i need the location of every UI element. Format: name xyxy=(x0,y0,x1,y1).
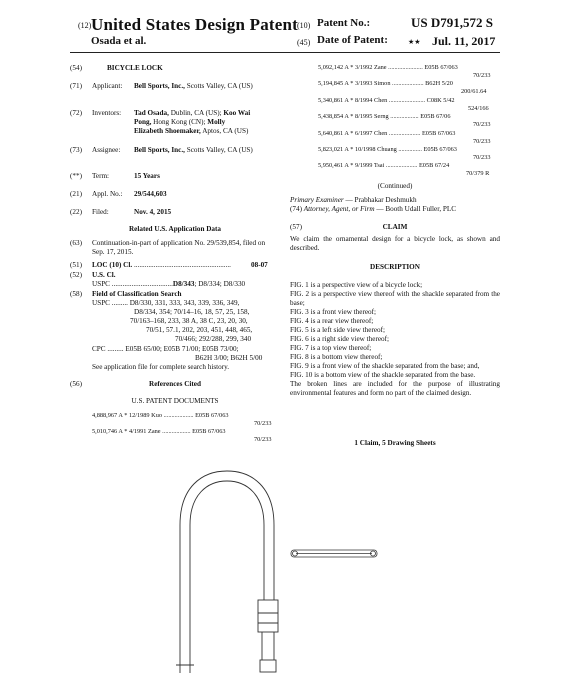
fig-description: FIG. 2 is a perspective view thereof with the shackle separated from the base; xyxy=(290,290,500,307)
patent-number-label: Patent No.: xyxy=(317,17,371,29)
reference-row-class: 70/233 xyxy=(473,72,491,79)
reference-row: 5,950,461 A * 9/1999 Tsai .................... E05B 67/24 xyxy=(318,162,450,169)
code-51: (51) xyxy=(70,261,82,269)
search-history-note: See application file for complete search history. xyxy=(92,363,230,371)
appl-no-field: 29/544,603 xyxy=(134,190,167,198)
code-72: (72) xyxy=(70,109,82,117)
date-of-patent-label: Date of Patent: xyxy=(317,34,388,46)
applicant-label: Applicant: xyxy=(92,82,123,90)
uspc-search-line-4: 70/51, 57.1, 202, 203, 451, 448, 465, xyxy=(146,326,253,334)
inventors-short: Osada et al. xyxy=(91,35,147,47)
uspc-search-line-1: USPC ......... D8/330, 331, 333, 343, 339, 336, 349, xyxy=(92,299,240,307)
fig-description: FIG. 9 is a front view of the shackle separated from the base; and, xyxy=(290,362,480,370)
reference-row: 5,010,746 A * 4/1991 Zane .................. E05B 67/063 xyxy=(92,428,226,435)
fig-description: FIG. 8 is a bottom view thereof; xyxy=(290,353,383,361)
fig-description: FIG. 1 is a perspective view of a bicycle lock; xyxy=(290,281,423,289)
fig-description: FIG. 4 is a rear view thereof; xyxy=(290,317,374,325)
code-56: (56) xyxy=(70,380,82,388)
date-of-patent: Jul. 11, 2017 xyxy=(432,34,496,48)
reference-row: 5,194,845 A * 3/1993 Simon .................... B62H 5/20 xyxy=(318,80,453,87)
classification-search-heading: Field of Classification Search xyxy=(92,290,182,298)
references-cited-heading: References Cited xyxy=(149,380,201,388)
code-63: (63) xyxy=(70,239,82,247)
attorney-line: (74) Attorney, Agent, or Firm — Booth Udall Fuller, PLC xyxy=(290,205,457,213)
reference-row-class: 70/233 xyxy=(254,436,272,443)
us-patent-documents-heading: U.S. PATENT DOCUMENTS xyxy=(131,397,219,405)
reference-row: 5,092,142 A * 3/1992 Zane ...................... E05B 67/063 xyxy=(318,64,458,71)
reference-row-class: 200/61.64 xyxy=(461,88,487,95)
cpc-line-2: B62H 3/00; B62H 5/00 xyxy=(195,354,263,362)
code-21: (21) xyxy=(70,190,82,198)
uspc-search-line-5: 70/466; 292/288, 299, 340 xyxy=(175,335,252,343)
reference-row: 5,340,861 A * 8/1994 Chen ....................... C08K 5/42 xyxy=(318,97,455,104)
header-code-12: (12) xyxy=(78,21,92,30)
reference-row-class: 524/166 xyxy=(468,105,489,112)
appl-no-label: Appl. No.: xyxy=(92,190,123,198)
description-heading: DESCRIPTION xyxy=(370,263,420,271)
term-field: 15 Years xyxy=(134,172,160,180)
claim-heading: CLAIM xyxy=(382,223,408,231)
date-mark: ★★ xyxy=(408,38,421,46)
code-57: (57) xyxy=(290,223,302,231)
fig-description: FIG. 5 is a left side view thereof; xyxy=(290,326,386,334)
bicycle-lock-drawing xyxy=(160,465,295,675)
code-71: (71) xyxy=(70,82,82,90)
primary-examiner: Primary Examiner — Prabhakar Deshmukh xyxy=(290,196,417,204)
header-rule xyxy=(70,52,500,53)
code-54: (54) xyxy=(70,64,82,72)
title-field: BICYCLE LOCK xyxy=(107,64,163,72)
term-label: Term: xyxy=(92,172,110,180)
code-58: (58) xyxy=(70,290,82,298)
header-code-45: (45) xyxy=(297,38,311,47)
broken-lines-note: The broken lines are included for the purpose of illustrating environmental features and form no part of the claimed design. xyxy=(290,380,500,397)
inventors-label: Inventors: xyxy=(92,109,122,117)
uspc-line: USPC ..................................D8/343; D8/334; D8/330 xyxy=(92,280,246,288)
fig-description: FIG. 3 is a front view thereof; xyxy=(290,308,377,316)
document-title: United States Design Patent xyxy=(91,15,299,34)
patent-number: US D791,572 S xyxy=(411,15,493,30)
reference-row-class: 70/233 xyxy=(473,138,491,145)
loc-class-value: 08-07 xyxy=(251,261,268,269)
reference-row-class: 70/233 xyxy=(254,420,272,427)
claim-text: We claim the ornamental design for a bicycle lock, as shown and described. xyxy=(290,235,500,252)
applicant-field: Bell Sports, Inc., Scotts Valley, CA (US) xyxy=(134,82,253,90)
reference-row: 4,888,967 A * 12/1989 Kuo ................... E05B 67/063 xyxy=(92,412,229,419)
fig-description: FIG. 10 is a bottom view of the shackle separated from the base. xyxy=(290,371,476,379)
reference-row-class: 70/233 xyxy=(473,154,491,161)
code-term: (**) xyxy=(70,172,82,180)
filed-field: Nov. 4, 2015 xyxy=(134,208,172,216)
code-73: (73) xyxy=(70,146,82,154)
loc-class: LOC (10) Cl. ...................................................... xyxy=(92,261,231,269)
claims-sheets: 1 Claim, 5 Drawing Sheets xyxy=(354,439,436,447)
inventors-field: Tad Osada, Dublin, CA (US); Koo Wai Pong, Hong Kong (CN); Molly Elizabeth Shoemaker, Aptos, CA (US) xyxy=(134,109,251,135)
reference-row: 5,640,861 A * 6/1997 Chen .................... E05B 67/063 xyxy=(318,130,456,137)
assignee-field: Bell Sports, Inc., Scotts Valley, CA (US) xyxy=(134,146,253,154)
reference-row: 5,823,021 A * 10/1998 Chuang ............... E05B 67/063 xyxy=(318,146,457,153)
header-code-10: (10) xyxy=(297,21,311,30)
fig-description: FIG. 6 is a right side view thereof; xyxy=(290,335,390,343)
uspc-search-line-2: D8/334, 354; 70/14–16, 18, 57, 25, 158, xyxy=(134,308,250,316)
description-list xyxy=(290,281,500,398)
reference-row: 5,438,854 A * 8/1995 Serng .................. E05B 67/06 xyxy=(318,113,451,120)
reference-row-class: 70/233 xyxy=(473,121,491,128)
uspc-search-line-3: 70/163–168, 233, 38 A, 38 C, 23, 20, 30, xyxy=(130,317,248,325)
filed-label: Filed: xyxy=(92,208,109,216)
code-22: (22) xyxy=(70,208,82,216)
code-52: (52) xyxy=(70,271,82,279)
continuation-text: Continuation-in-part of application No. 29/539,854, filed on Sep. 17, 2015. xyxy=(92,239,266,256)
fig-description: FIG. 7 is a top view thereof; xyxy=(290,344,372,352)
reference-row-class: 70/379 R xyxy=(466,170,490,177)
shackle-side-drawing xyxy=(288,547,383,561)
continued-note: (Continued) xyxy=(377,182,413,190)
assignee-label: Assignee: xyxy=(92,146,121,154)
related-data-heading: Related U.S. Application Data xyxy=(128,225,222,233)
cpc-line-1: CPC ......... E05B 65/00; E05B 71/00; E05B 73/00; xyxy=(92,345,239,353)
us-cl-label: U.S. Cl. xyxy=(92,271,116,279)
